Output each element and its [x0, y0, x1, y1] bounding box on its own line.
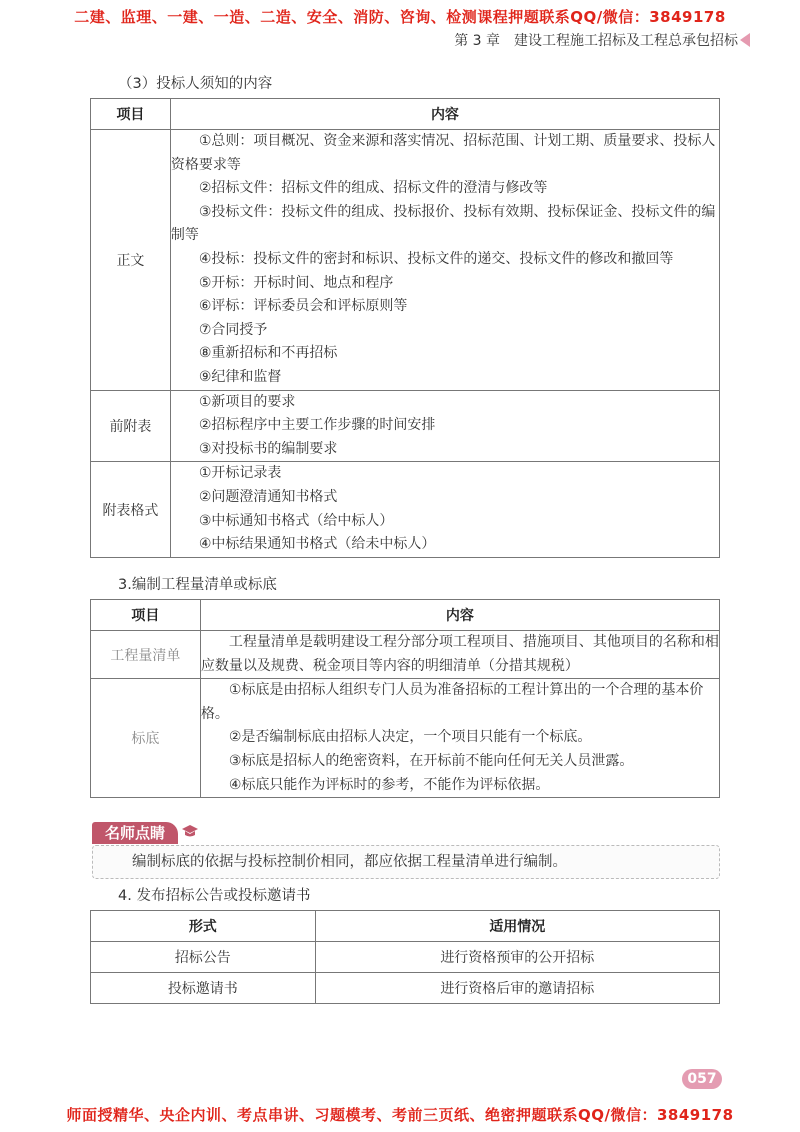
table-row [91, 462, 720, 557]
row-label-base-price: 标底 [91, 679, 201, 798]
list-item: ①标底是由招标人组织专门人员为准备招标的工程计算出的一个合理的基本价格。 [200, 682, 704, 722]
list-item: ④投标：投标文件的密封和标识、投标文件的递交、投标文件的修改和撤回等 [198, 250, 674, 267]
row-content-attached-forms [170, 462, 719, 557]
tip-badge: 名师点睛 [92, 822, 178, 844]
col-header-content: 内容 [170, 99, 719, 130]
list-item: ②招标文件：招标文件的组成、招标文件的澄清与修改等 [198, 180, 548, 197]
row-content-bill-of-quantities [200, 631, 719, 679]
table-header-row [91, 911, 720, 942]
list-item: ④中标结果通知书格式（给未中标人） [198, 536, 436, 553]
table-row [91, 130, 720, 391]
row-content-front-table [170, 390, 719, 462]
list-item: ②招标程序中主要工作步骤的时间安排 [198, 417, 436, 434]
cell-usage: 进行资格预审的公开招标 [315, 942, 719, 973]
list-item: ⑧重新招标和不再招标 [198, 345, 338, 362]
cell-form: 招标公告 [91, 942, 316, 973]
table-header-row [91, 99, 720, 130]
page-number: 057 [682, 1069, 722, 1089]
tip-text: 编制标底的依据与投标控制价相同，都应依据工程量清单进行编制。 [132, 854, 567, 870]
list-item: ①总则：项目概况、资金来源和落实情况、招标范围、计划工期、质量要求、投标人资格要求等 [170, 133, 716, 173]
col-header-usage: 适用情况 [315, 911, 719, 942]
col-header-item: 项目 [91, 99, 171, 130]
bottom-promo-banner: 师面授精华、央企内训、考点串讲、习题模考、考前三页纸、绝密押题联系QQ/微信：3849178 [66, 1106, 734, 1124]
paragraph: 工程量清单是载明建设工程分部分项工程项目、措施项目、其他项目的名称和相应数量以及规费、税金项目等内容的明细清单（分措其规税） [200, 634, 719, 674]
list-item: ③中标通知书格式（给中标人） [198, 512, 394, 529]
list-item: ④标底只能作为评标时的参考，不能作为评标依据。 [228, 776, 550, 793]
list-item: ⑦合同授予 [198, 321, 268, 338]
chapter-arrow-icon [740, 33, 750, 47]
list-item: ⑤开标：开标时间、地点和程序 [198, 274, 394, 291]
table-row [91, 973, 720, 1004]
list-item: ⑥评标：评标委员会和评标原则等 [198, 298, 408, 315]
list-item: ①开标记录表 [198, 465, 282, 482]
col-header-content: 内容 [200, 600, 719, 631]
section-title-bill: 3.编制工程量清单或标底 [118, 577, 277, 593]
list-item: ③标底是招标人的绝密资料，在开标前不能向任何无关人员泄露。 [228, 752, 634, 769]
row-label-attached-forms: 附表格式 [91, 462, 171, 557]
col-header-form: 形式 [91, 911, 316, 942]
list-item: ②问题澄清通知书格式 [198, 488, 338, 505]
list-item: ③对投标书的编制要求 [198, 440, 338, 457]
cell-usage: 进行资格后审的邀请招标 [315, 973, 719, 1004]
row-content-main-text [170, 130, 719, 391]
col-header-item: 项目 [91, 600, 201, 631]
table-header-row [91, 600, 720, 631]
graduation-cap-icon [182, 824, 198, 838]
list-item: ①新项目的要求 [198, 393, 296, 410]
row-label-main-text: 正文 [91, 130, 171, 391]
table-row [91, 679, 720, 798]
table-row [91, 942, 720, 973]
table-row [91, 631, 720, 679]
table-row [91, 390, 720, 462]
row-content-base-price [200, 679, 719, 798]
list-item: ⑨纪律和监督 [198, 368, 282, 385]
bidder-notice-table [90, 98, 720, 558]
bill-table [90, 599, 720, 798]
cell-form: 投标邀请书 [91, 973, 316, 1004]
chapter-title: 第 3 章 建设工程施工招标及工程总承包招标 [454, 33, 738, 49]
row-label-front-table: 前附表 [91, 390, 171, 462]
list-item: ③投标文件：投标文件的组成、投标报价、投标有效期、投标保证金、投标文件的编制等 [170, 203, 716, 244]
publish-table [90, 910, 720, 1004]
top-promo-banner: 二建、监理、一建、一造、二造、安全、消防、咨询、检测课程押题联系QQ/微信：3849178 [74, 8, 726, 26]
list-item: ②是否编制标底由招标人决定，一个项目只能有一个标底。 [228, 729, 592, 746]
section-title-publish: 4. 发布招标公告或投标邀请书 [118, 888, 311, 904]
row-label-bill-of-quantities: 工程量清单 [91, 631, 201, 679]
section-title-bidder-notice: （3）投标人须知的内容 [118, 76, 273, 92]
